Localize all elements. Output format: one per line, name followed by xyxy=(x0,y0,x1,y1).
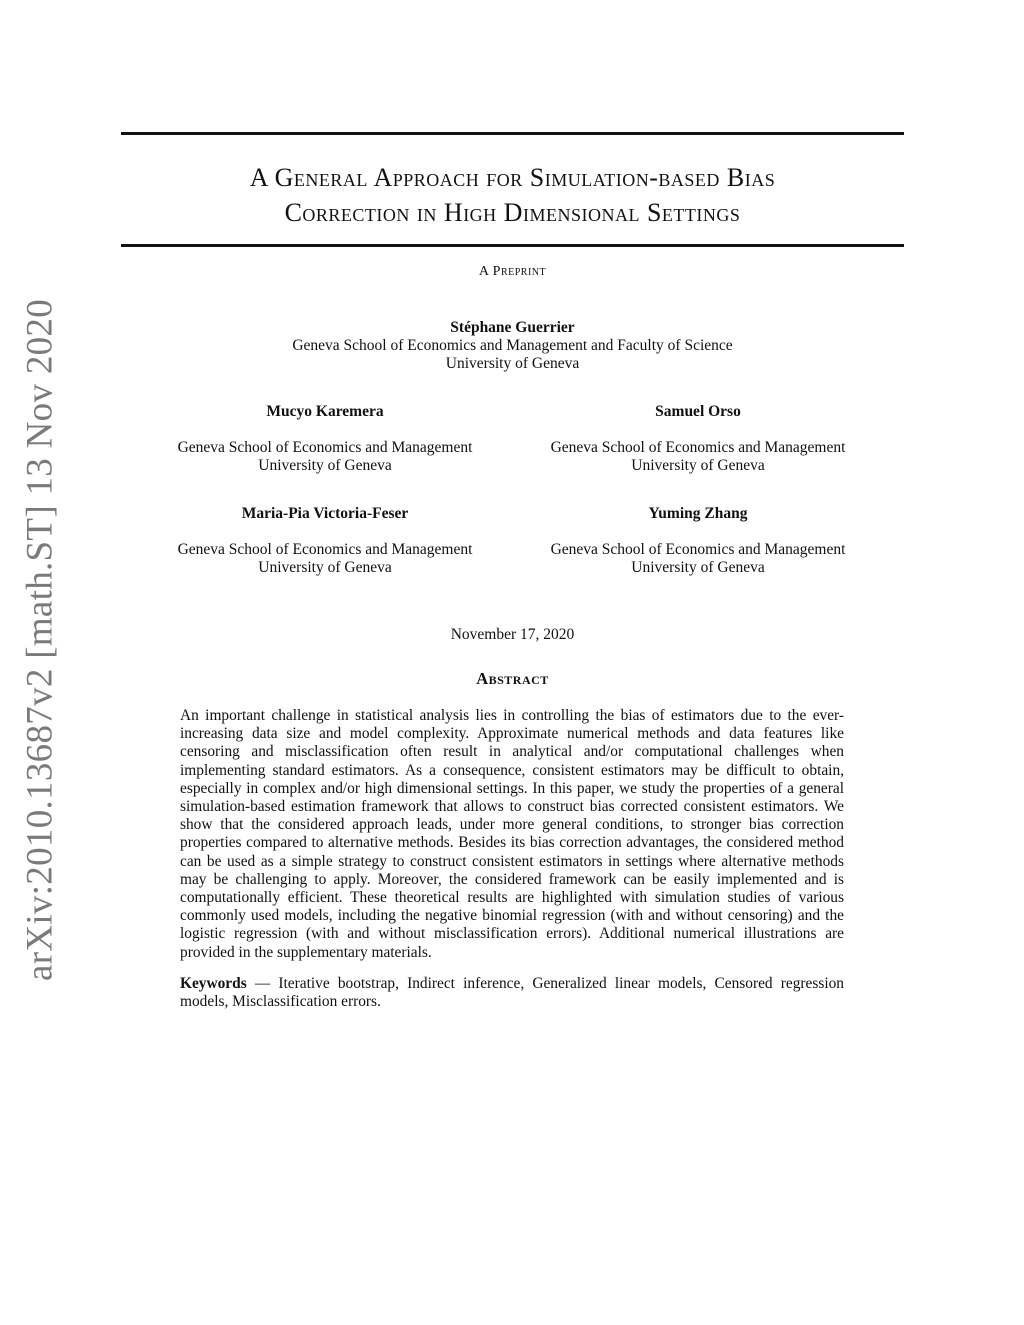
author-name: Yuming Zhang xyxy=(648,505,748,522)
author-affiliation: Geneva School of Economics and Management and Faculty of Science xyxy=(292,337,733,354)
author-affiliation: Geneva School of Economics and Management xyxy=(177,541,473,558)
author-name: Samuel Orso xyxy=(655,403,741,420)
keywords-label: Keywords xyxy=(180,975,247,992)
keywords-separator: — xyxy=(246,975,279,992)
author-affiliation: University of Geneva xyxy=(445,355,580,372)
author-affiliation: Geneva School of Economics and Management xyxy=(550,541,846,558)
author-name: Mucyo Karemera xyxy=(266,403,384,420)
author-name: Maria-Pia Victoria-Feser xyxy=(241,505,409,522)
main-author-block xyxy=(121,319,904,373)
author-affiliation: University of Geneva xyxy=(258,457,392,474)
author-affiliation: Geneva School of Economics and Management xyxy=(177,439,473,456)
preprint-label: A Preprint xyxy=(478,264,547,279)
title-rule-bottom xyxy=(121,244,904,247)
abstract-heading: Abstract xyxy=(476,669,549,688)
author-affiliation: Geneva School of Economics and Management xyxy=(550,439,846,456)
abstract-text: An important challenge in statistical analysis lies in controlling the bias of estimators due to the ever-increasing data size and model complexity. Approximate numerical methods and data features like censoring and misclassification often result in analytical and/or computational challenges when implementing standard estimators. As a consequence, consistent estimators may be difficult to obtain, especially in complex and/or high dimensional settings. In this paper, we study the properties of a general simulation-based estimation framework that allows to construct bias corrected consistent estimators. We show that the considered approach leads, under more general conditions, to stronger bias correction properties compared to alternative methods. Besides its bias correction advantages, the considered method can be used as a simple strategy to construct consistent estimators in settings where alternative methods may be challenging to apply. Moreover, the considered framework can be easily implemented and is computationally efficient. These theoretical results are highlighted with simulation studies of various commonly used models, including the negative binomial regression (with and without censoring) and the logistic regression (with and without misclassification errors). Additional numerical illustrations are provided in the supplementary materials. xyxy=(180,707,844,961)
keywords-text: Iterative bootstrap, Indirect inference, Generalized linear models, Censored regression models, Misclassification errors. xyxy=(180,975,844,1011)
author-affiliation: University of Geneva xyxy=(631,559,765,576)
paper-date: November 17, 2020 xyxy=(450,626,575,643)
arxiv-side-stamp: arXiv:2010.13687v2 [math.ST] 13 Nov 2020 xyxy=(19,298,61,982)
author-block xyxy=(145,403,505,475)
author-name: Stéphane Guerrier xyxy=(450,319,575,336)
author-block xyxy=(518,505,878,577)
title-rule-top xyxy=(121,132,904,135)
paper-title-line-2: Correction in High Dimensional Settings xyxy=(284,198,741,227)
author-block xyxy=(518,403,878,475)
paper-title-line-1: A General Approach for Simulation-based Bias xyxy=(249,163,776,192)
keywords-paragraph xyxy=(180,975,844,1011)
author-affiliation: University of Geneva xyxy=(258,559,392,576)
author-block xyxy=(145,505,505,577)
author-affiliation: University of Geneva xyxy=(631,457,765,474)
